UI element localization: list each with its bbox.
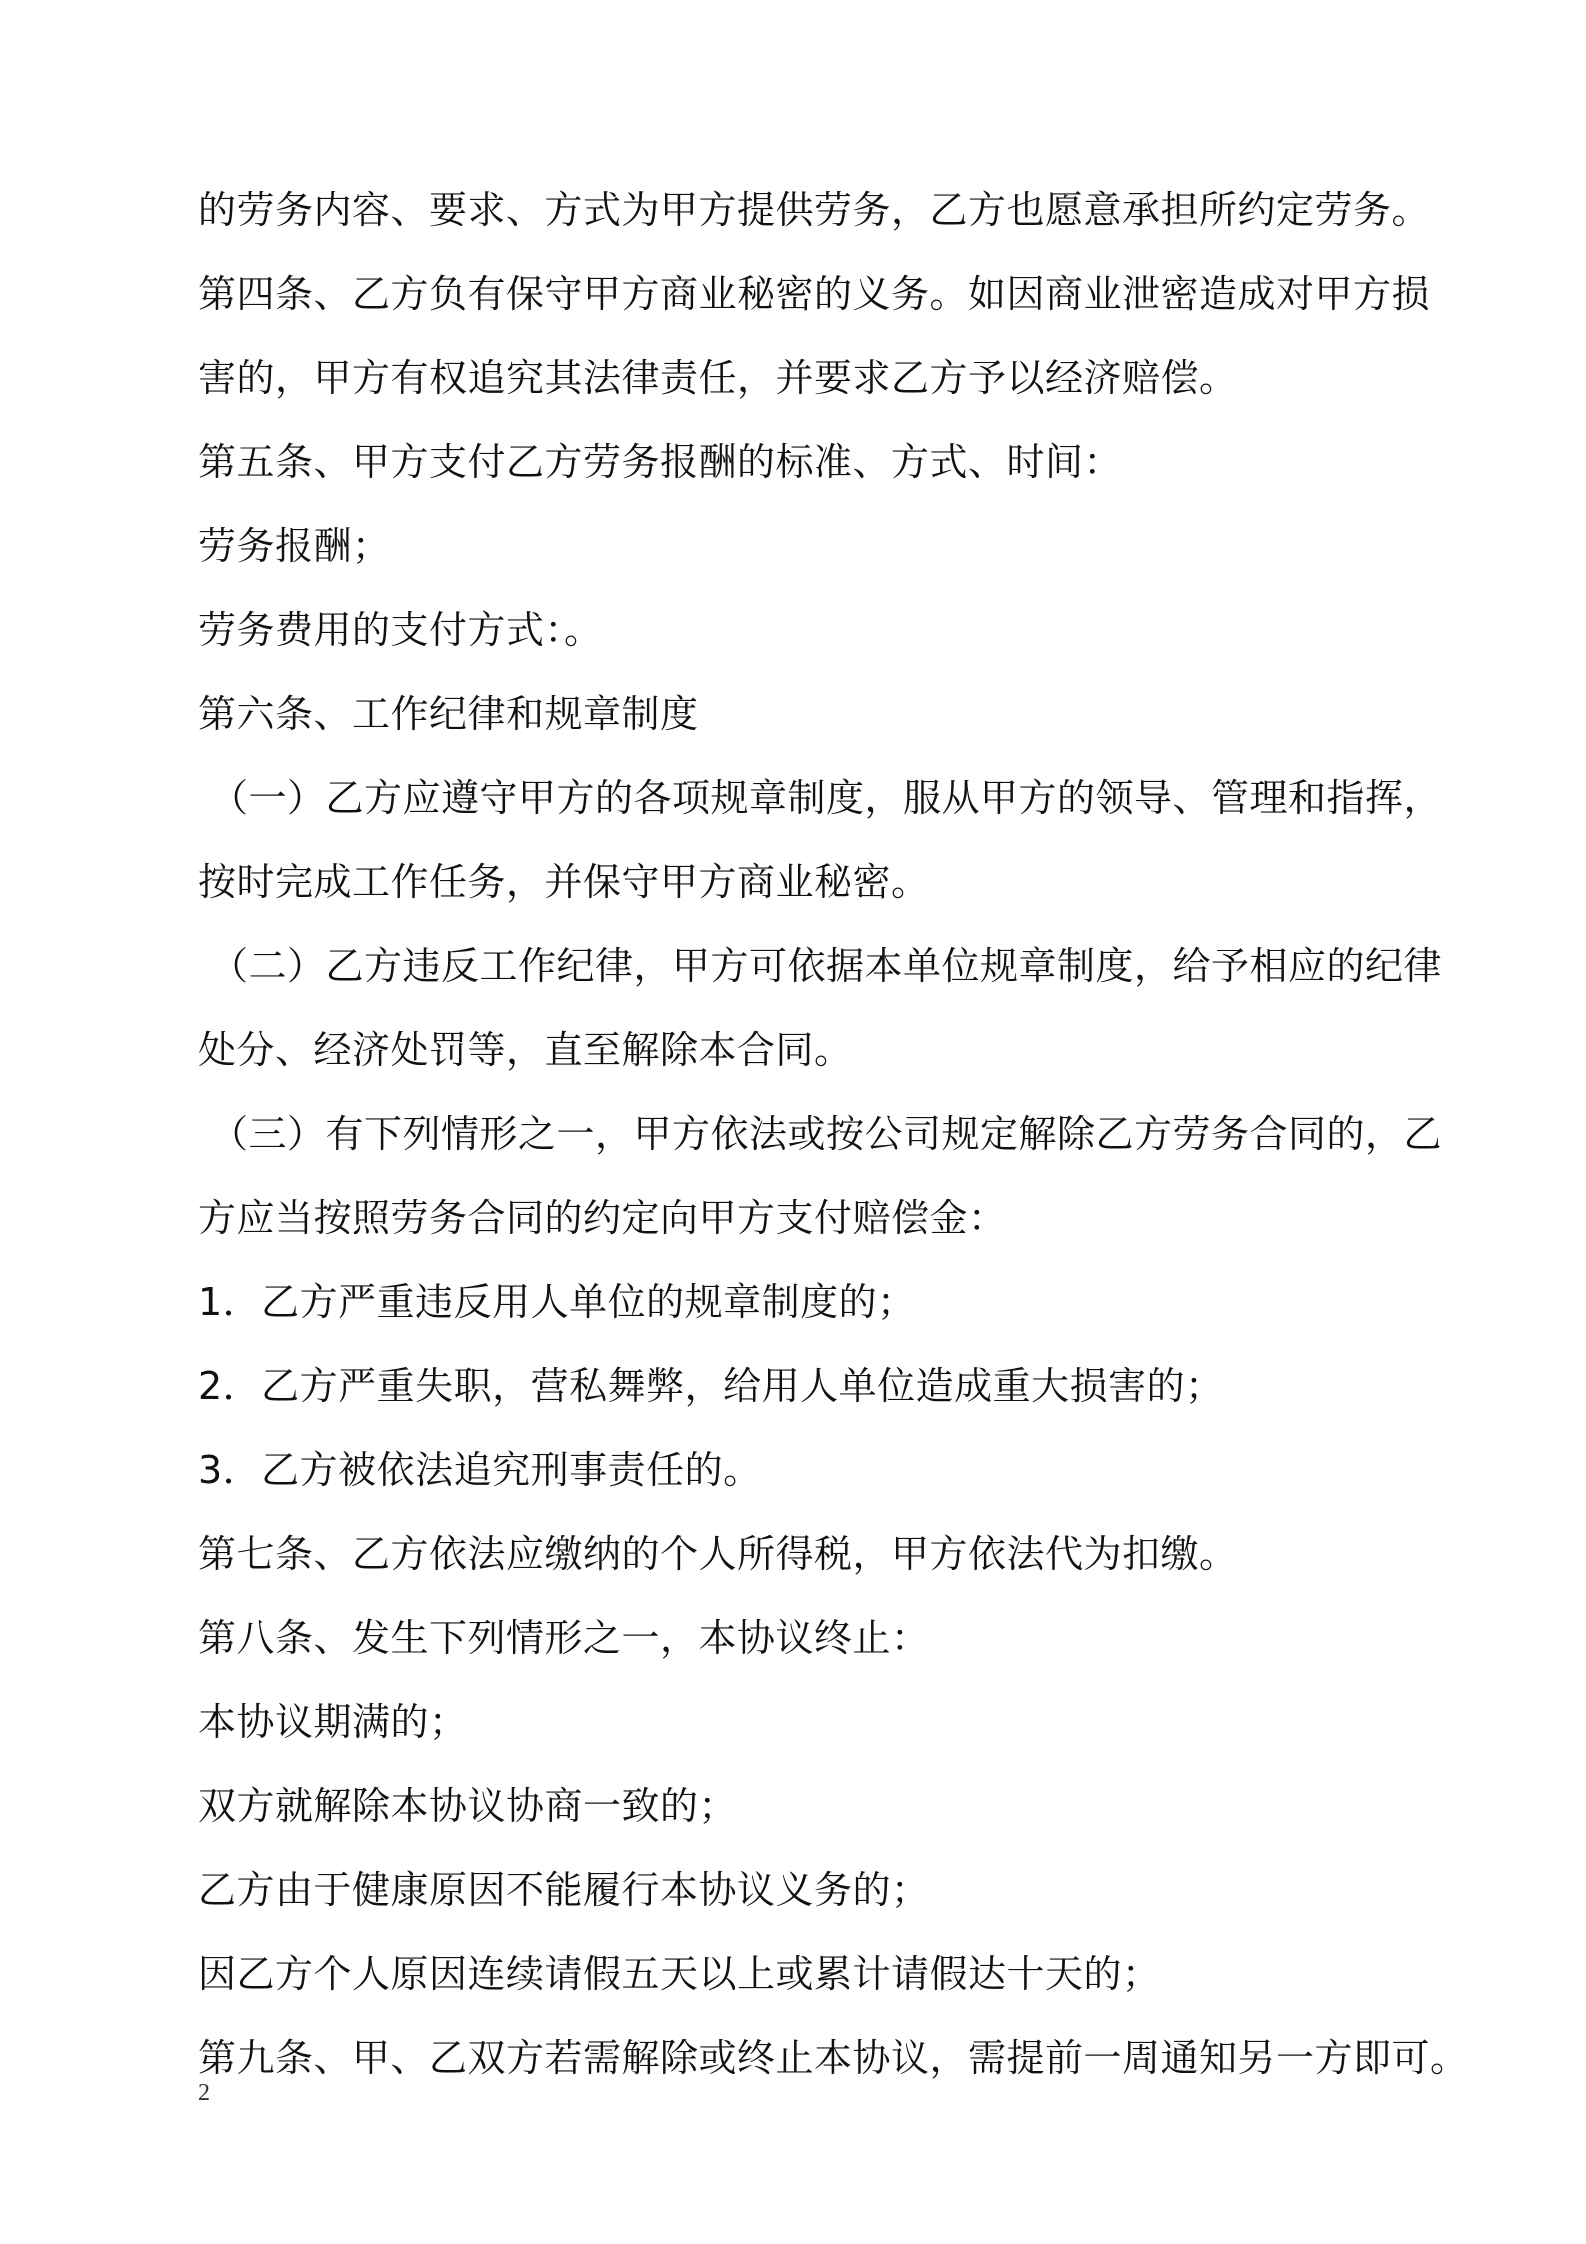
text-line: 的劳务内容、要求、方式为甲方提供劳务，乙方也愿意承担所约定劳务。 [198, 188, 1431, 232]
text-line: 第四条、乙方负有保守甲方商业秘密的义务。如因商业泄密造成对甲方损 [198, 272, 1431, 316]
text-line: （一）乙方应遵守甲方的各项规章制度，服从甲方的领导、管理和指挥， [210, 776, 1443, 820]
text-line: 第九条、甲、乙双方若需解除或终止本协议，需提前一周通知另一方即可。 [198, 2036, 1469, 2080]
text-line: 按时完成工作任务，并保守甲方商业秘密。 [198, 860, 930, 904]
document-body [198, 168, 1469, 2100]
text-line: （二）乙方违反工作纪律，甲方可依据本单位规章制度，给予相应的纪律 [210, 944, 1443, 988]
text-line: 第六条、工作纪律和规章制度 [198, 692, 699, 736]
text-line: 害的，甲方有权追究其法律责任，并要求乙方予以经济赔偿。 [198, 356, 1238, 400]
text-line: 乙方由于健康原因不能履行本协议义务的； [198, 1868, 930, 1912]
text-line: 第八条、发生下列情形之一，本协议终止： [198, 1616, 930, 1660]
page-number: 2 [198, 2080, 210, 2106]
text-line: 方应当按照劳务合同的约定向甲方支付赔偿金： [198, 1196, 1007, 1240]
text-line: 第七条、乙方依法应缴纳的个人所得税，甲方依法代为扣缴。 [198, 1532, 1238, 1576]
text-line: 1．乙方严重违反用人单位的规章制度的； [198, 1280, 916, 1324]
text-line: 劳务报酬； [198, 524, 391, 568]
text-line: 2．乙方严重失职，营私舞弊，给用人单位造成重大损害的； [198, 1364, 1224, 1408]
text-line: 因乙方个人原因连续请假五天以上或累计请假达十天的； [198, 1952, 1161, 1996]
text-line: 本协议期满的； [198, 1700, 468, 1744]
text-line: 处分、经济处罚等，直至解除本合同。 [198, 1028, 853, 1072]
text-line: 劳务费用的支付方式：。 [198, 608, 603, 652]
text-line: 双方就解除本协议协商一致的； [198, 1784, 738, 1828]
text-line: （三）有下列情形之一，甲方依法或按公司规定解除乙方劳务合同的，乙 [210, 1112, 1443, 1156]
text-line: 3．乙方被依法追究刑事责任的。 [198, 1448, 762, 1492]
text-line: 第五条、甲方支付乙方劳务报酬的标准、方式、时间： [198, 440, 1123, 484]
